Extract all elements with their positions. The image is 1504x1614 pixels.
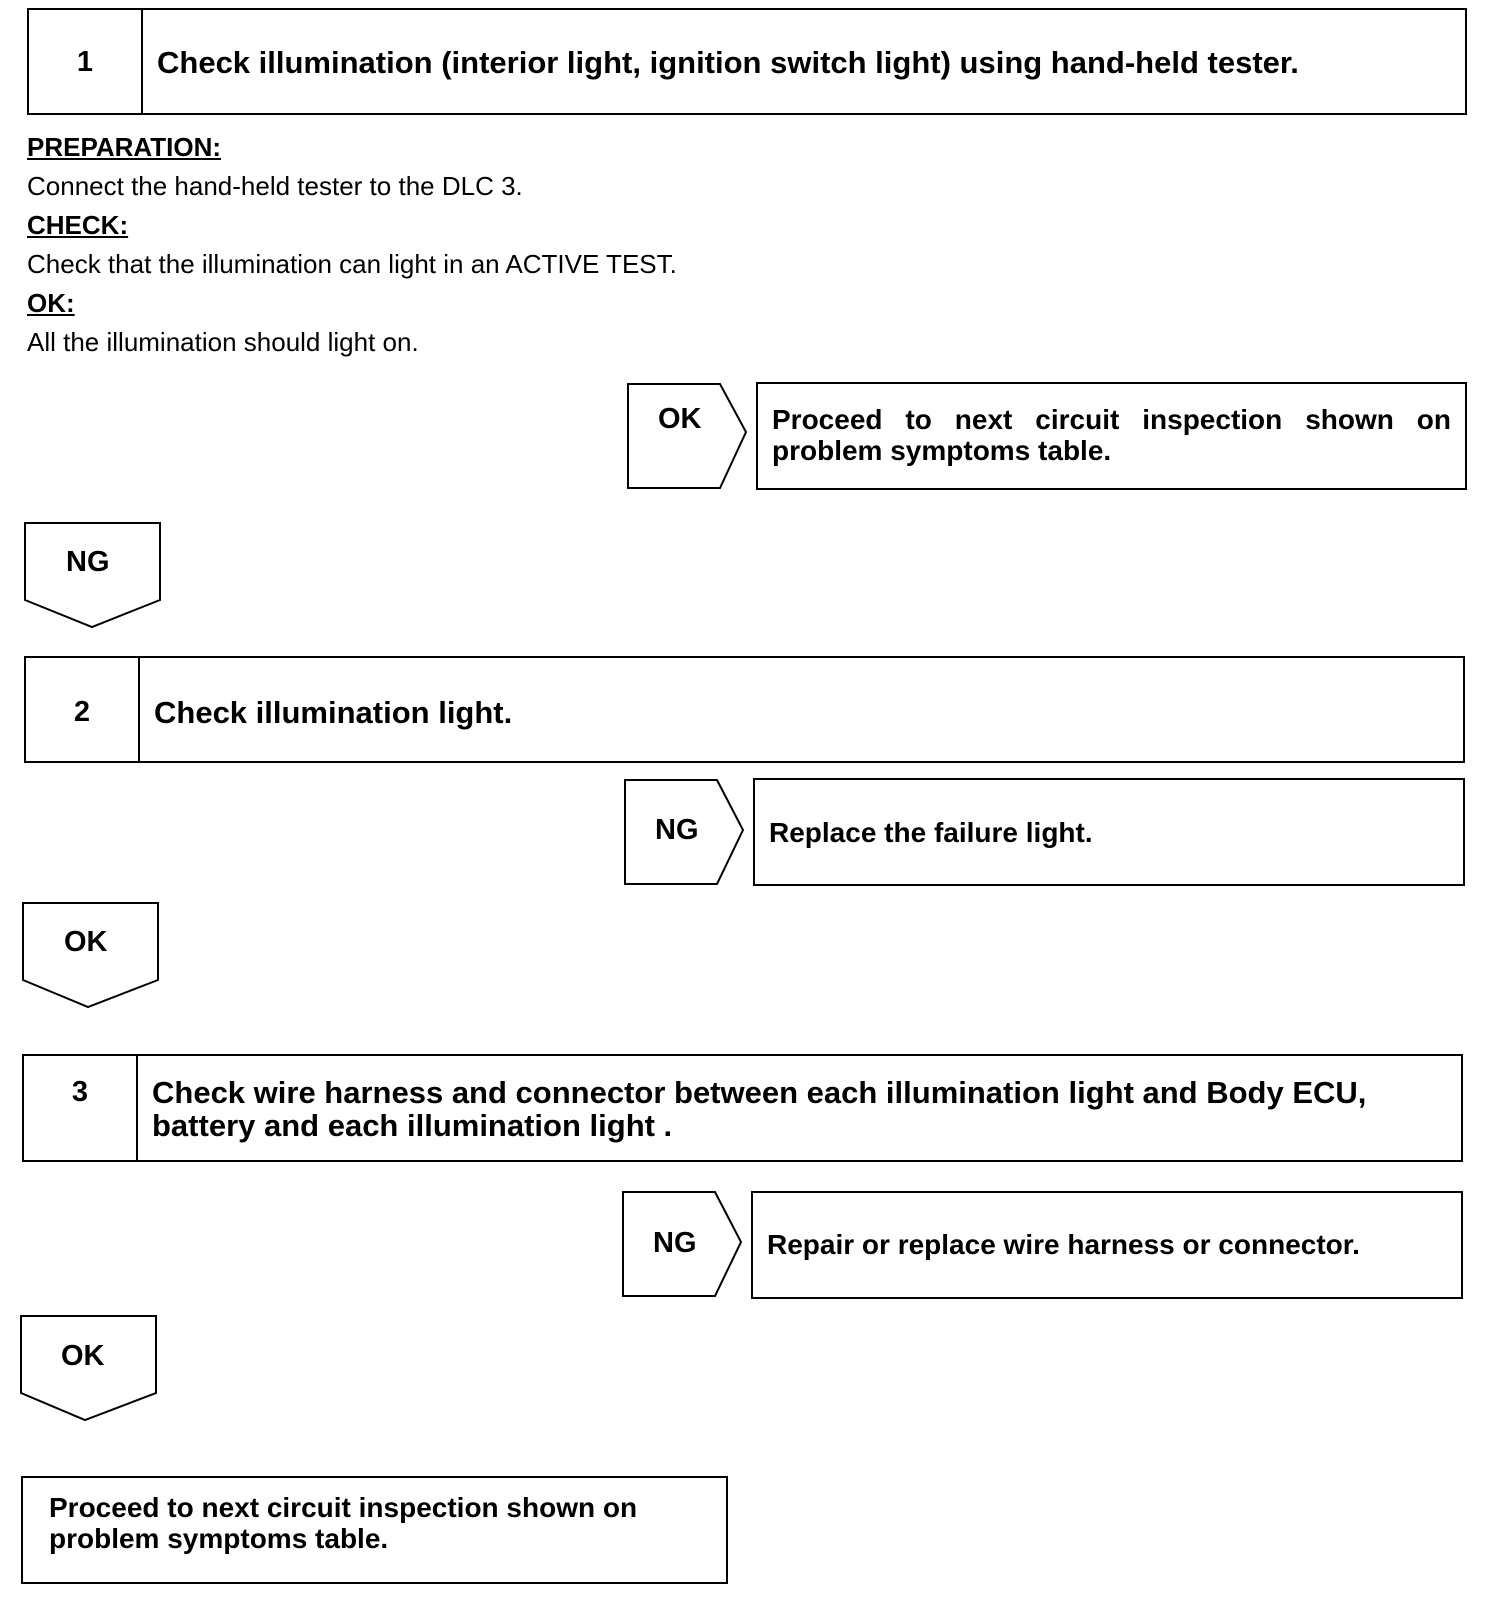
step-3-box: [22, 1054, 1463, 1162]
ok-text: All the illumination should light on.: [27, 327, 419, 357]
step3-ng-result-box: [751, 1191, 1463, 1299]
step1-ok-result-box: [756, 382, 1467, 490]
step-1-number: 1: [29, 10, 143, 113]
check-heading: CHECK:: [27, 210, 129, 240]
step1-ok-label: OK: [658, 403, 702, 435]
preparation-heading: PREPARATION:: [27, 132, 222, 162]
step-2-box: [24, 656, 1465, 763]
step3-ok-label: OK: [61, 1340, 105, 1372]
step3-ng-label: NG: [653, 1227, 697, 1259]
step2-ok-label: OK: [64, 926, 108, 958]
step-1-box: [27, 8, 1467, 115]
step-1-details: [27, 128, 1127, 362]
final-result-box: [21, 1476, 728, 1584]
preparation-text: Connect the hand-held tester to the DLC 3.: [27, 171, 523, 201]
step-2-title: Check illumination light.: [154, 695, 513, 730]
step2-ng-label: NG: [655, 814, 699, 846]
step2-ng-result-box: [753, 778, 1465, 886]
step-2-number: 2: [26, 658, 140, 761]
ok-heading: OK:: [27, 288, 75, 318]
step-1-title: Check illumination (interior light, ignition switch light) using hand-held tester.: [157, 45, 1299, 80]
check-text: Check that the illumination can light in an ACTIVE TEST.: [27, 249, 677, 279]
step3-ng-result-text: Repair or replace wire harness or connector.: [767, 1229, 1360, 1260]
step-3-title: Check wire harness and connector between each illumination light and Body ECU, battery and each illumination light .: [152, 1075, 1367, 1143]
step1-ok-result-text: Proceed to next circuit inspection shown on problem symptoms table.: [772, 404, 1451, 466]
step1-ok-arrow: [628, 384, 746, 488]
final-result-text: Proceed to next circuit inspection shown on problem symptoms table.: [49, 1492, 638, 1554]
step-3-number: 3: [24, 1056, 138, 1160]
step2-ng-result-text: Replace the failure light.: [769, 817, 1093, 848]
step1-ng-label: NG: [66, 546, 110, 578]
